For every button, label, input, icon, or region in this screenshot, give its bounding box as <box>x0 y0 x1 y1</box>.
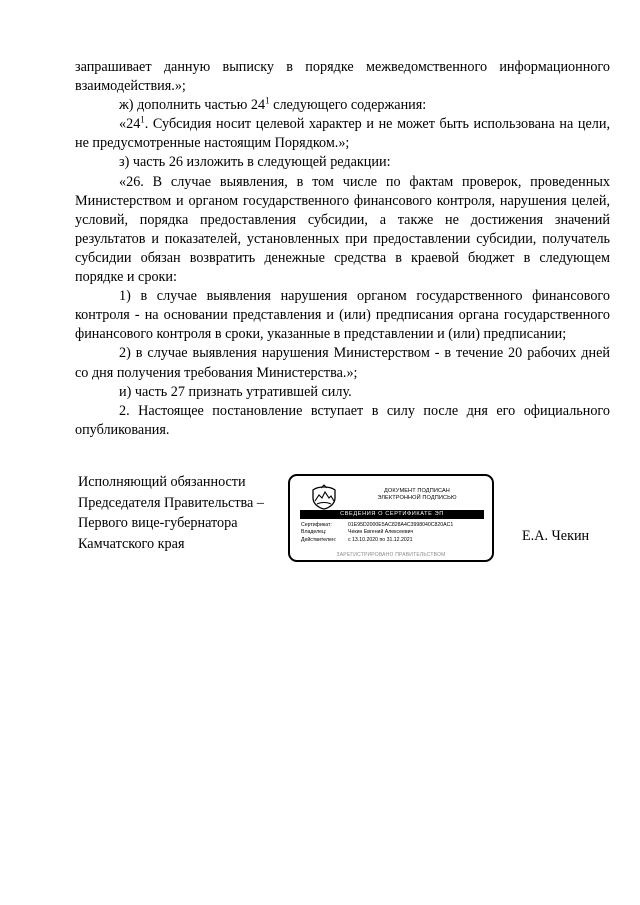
paragraph: з) часть 26 изложить в следующей редакции: <box>119 154 391 171</box>
paragraph: 2. Настоящее постановление вступает в силу после дня его официального опубликования. <box>75 402 610 438</box>
superscript: 1 <box>140 114 145 125</box>
signer-position-line: Первого вице-губернатора <box>78 515 238 531</box>
signer-position <box>78 472 264 554</box>
paragraph-text: следующего содержания: <box>269 97 427 114</box>
owner-value: Чекин Евгений Алексеевич <box>348 529 414 536</box>
owner-row <box>301 529 487 536</box>
signer-position-line: Исполняющий обязанности <box>78 474 246 490</box>
certificate-value: 01E95D2000E5AC828A4C3998040C820AC1 <box>348 522 454 528</box>
signer-name: Е.А. Чекин <box>522 528 590 544</box>
paragraph-text: . Субсидия носит целевой характер и не может быть использована на цели, не предусмотренные настоящим Порядком.»; <box>75 116 610 152</box>
paragraph: запрашивает данную выписку в порядке межведомственного информационного взаимодействия.»; <box>75 59 610 95</box>
certificate-details <box>301 522 487 544</box>
paragraph: «26. В случае выявления, в том числе по фактам проверок, проведенных Министерством и органом государственного финансового контроля, нарушения целей, условий, порядка предоставления субсидии, а также не достижения значений результатов и показателей, установленных при предоставлении субсидии, получатель субсидии обязан возвратить денежные средства в краевой бюджет в следующем порядке и сроки: <box>75 173 610 286</box>
document-body <box>75 58 610 440</box>
superscript: 1 <box>265 95 270 106</box>
paragraph <box>75 115 610 153</box>
paragraph-text: «24 <box>119 116 141 133</box>
stamp-heading-line: ЭЛЕКТРОННОЙ ПОДПИСЬЮ <box>377 495 457 502</box>
paragraph: и) часть 27 признать утратившей силу. <box>119 383 352 400</box>
paragraph: 2) в случае выявления нарушения Министерством - в течение 20 рабочих дней со дня получения требования Министерства.»; <box>75 345 610 381</box>
electronic-signature-stamp <box>288 474 494 562</box>
stamp-band: СВЕДЕНИЯ О СЕРТИФИКАТЕ ЭП <box>300 510 484 519</box>
stamp-heading-line: ДОКУМЕНТ ПОДПИСАН <box>384 488 450 494</box>
paragraph <box>75 96 610 115</box>
validity-label: Действителен: <box>301 536 337 543</box>
stamp-heading <box>354 488 480 502</box>
coat-of-arms-icon <box>310 484 338 510</box>
validity-value: с 13.10.2020 по 31.12.2021 <box>348 536 413 543</box>
signer-position-line: Председателя Правительства – <box>78 494 264 511</box>
signer-position-line: Камчатского края <box>78 535 185 552</box>
certificate-label: Сертификат: <box>301 522 332 528</box>
stamp-footer: ЗАРЕГИСТРИРОВАНО ПРАВИТЕЛЬСТВОМ <box>336 552 446 558</box>
validity-row <box>301 537 487 544</box>
paragraph: 1) в случае выявления нарушения органом государственного финансового контроля - на основании представления и (или) предписания органа государственного финансового контроля в сроки, указанные в представлении и (или) предписании; <box>75 288 610 343</box>
owner-label: Владелец: <box>301 529 327 536</box>
paragraph-text: ж) дополнить частью 24 <box>119 97 266 114</box>
